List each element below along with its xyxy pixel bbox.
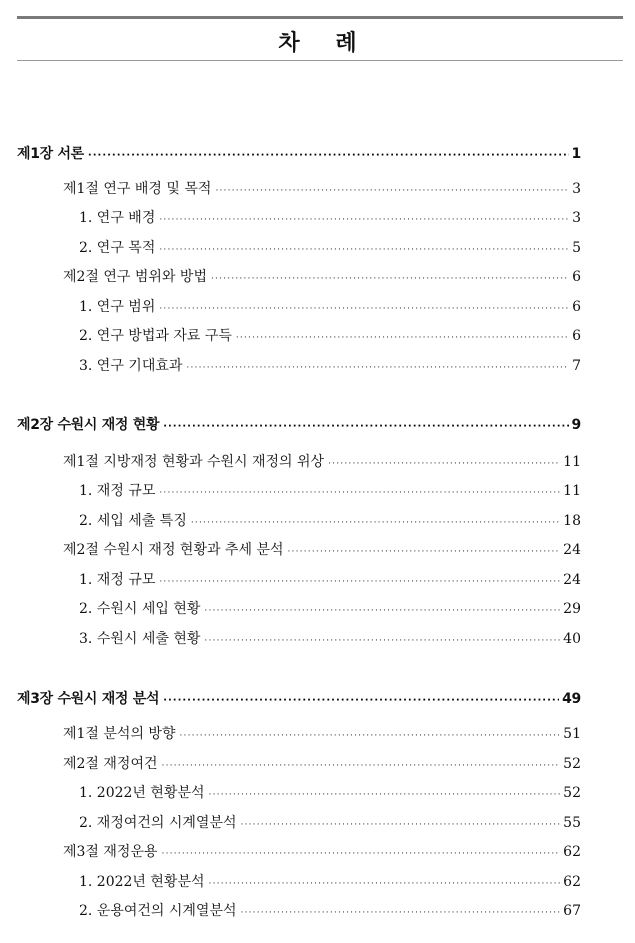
- dot-leader: [191, 518, 560, 528]
- dot-leader: [215, 186, 569, 196]
- toc-label: 3. 연구 기대효과: [79, 358, 183, 374]
- toc-subsection[interactable]: [79, 598, 581, 618]
- toc-label: 1. 연구 범위: [79, 299, 156, 315]
- dot-leader: [159, 488, 560, 498]
- toc-subsection[interactable]: [79, 900, 581, 920]
- dot-leader: [241, 820, 561, 830]
- toc-label: 2. 연구 목적: [79, 240, 156, 256]
- toc-label: 제1절 지방재정 현황과 수원시 재정의 위상: [63, 454, 325, 470]
- dot-leader: [159, 304, 569, 314]
- dot-leader: [204, 636, 560, 646]
- toc-subsection[interactable]: [79, 296, 581, 316]
- toc-page-number: 62: [563, 844, 581, 860]
- toc-label: 2. 운용여건의 시계열분석: [79, 903, 237, 919]
- toc-page-number: 18: [563, 513, 581, 529]
- title-rule: [17, 60, 623, 61]
- toc-section[interactable]: [63, 841, 581, 861]
- dot-leader: [162, 849, 561, 859]
- toc-page-number: 52: [563, 756, 581, 772]
- toc-label: 1. 연구 배경: [79, 210, 156, 226]
- toc-page-number: 62: [563, 874, 581, 890]
- toc-chapter-2[interactable]: [17, 414, 581, 434]
- dot-leader: [179, 731, 560, 741]
- toc-subsection[interactable]: [79, 871, 581, 891]
- dot-leader: [163, 695, 559, 706]
- toc-page-number: 11: [563, 483, 581, 499]
- toc-page-number: 51: [563, 726, 581, 742]
- toc-page-number: 5: [572, 240, 581, 256]
- toc-page-number: 24: [563, 542, 581, 558]
- toc-page-number: 6: [572, 328, 581, 344]
- toc-page-number: 40: [563, 631, 581, 647]
- dot-leader: [241, 908, 561, 918]
- toc-subsection[interactable]: [79, 480, 581, 500]
- toc-subsection[interactable]: [79, 355, 581, 375]
- page-title: 차 례: [278, 31, 371, 56]
- toc-label: 2. 재정여건의 시계열분석: [79, 815, 237, 831]
- toc-page-number: 52: [563, 785, 581, 801]
- toc-subsection[interactable]: [79, 628, 581, 648]
- toc-label: 1. 재정 규모: [79, 572, 156, 588]
- toc-subsection[interactable]: [79, 237, 581, 257]
- toc-label: 1. 2022년 현황분석: [79, 785, 205, 801]
- toc-page-number: 3: [572, 181, 581, 197]
- toc-section[interactable]: [63, 266, 581, 286]
- toc-page-number: 7: [572, 358, 581, 374]
- dot-leader: [159, 577, 560, 587]
- toc-label: 제2장 수원시 재정 현황: [17, 417, 160, 433]
- toc-subsection[interactable]: [79, 812, 581, 832]
- dot-leader: [88, 150, 569, 161]
- dot-leader: [159, 245, 569, 255]
- toc-subsection[interactable]: [79, 207, 581, 227]
- dot-leader: [204, 606, 560, 616]
- top-rule: [17, 16, 623, 19]
- toc-page-number: 6: [572, 269, 581, 285]
- toc-section[interactable]: [63, 178, 581, 198]
- dot-leader: [209, 790, 561, 800]
- toc-subsection[interactable]: [79, 569, 581, 589]
- toc-label: 제3장 수원시 재정 분석: [17, 691, 160, 707]
- dot-leader: [211, 274, 569, 284]
- toc-section[interactable]: [63, 539, 581, 559]
- toc-section[interactable]: [63, 723, 581, 743]
- toc-label: 제1장 서론: [17, 146, 84, 162]
- toc-page-number: 67: [563, 903, 581, 919]
- toc-page-number: 49: [562, 691, 581, 707]
- dot-leader: [159, 215, 569, 225]
- toc-label: 제2절 연구 범위와 방법: [63, 269, 207, 285]
- toc-subsection[interactable]: [79, 510, 581, 530]
- toc-label: 제2절 재정여건: [63, 756, 158, 772]
- dot-leader: [288, 547, 561, 557]
- toc-label: 2. 세입 세출 특징: [79, 513, 187, 529]
- toc-chapter-3[interactable]: [17, 688, 581, 708]
- dot-leader: [328, 459, 560, 469]
- toc-chapter-1[interactable]: [17, 143, 581, 163]
- toc-page-number: 24: [563, 572, 581, 588]
- dot-leader: [209, 879, 561, 889]
- toc-section[interactable]: [63, 753, 581, 773]
- toc-page-number: 3: [572, 210, 581, 226]
- toc-label: 제1절 연구 배경 및 목적: [63, 181, 212, 197]
- toc-label: 제1절 분석의 방향: [63, 726, 176, 742]
- dot-leader: [236, 333, 569, 343]
- toc-page-number: 11: [563, 454, 581, 470]
- toc-subsection[interactable]: [79, 782, 581, 802]
- toc-page-number: 55: [563, 815, 581, 831]
- toc-label: 2. 수원시 세입 현황: [79, 601, 201, 617]
- dot-leader: [186, 363, 569, 373]
- toc-label: 3. 수원시 세출 현황: [79, 631, 201, 647]
- toc-section[interactable]: [63, 451, 581, 471]
- toc-page-number: 29: [563, 601, 581, 617]
- dot-leader: [162, 761, 561, 771]
- toc-label: 제2절 수원시 재정 현황과 추세 분석: [63, 542, 284, 558]
- toc-page-number: 9: [571, 417, 581, 433]
- toc-page-number: 1: [571, 146, 581, 162]
- dot-leader: [163, 421, 568, 432]
- toc-subsection[interactable]: [79, 325, 581, 345]
- toc-label: 1. 재정 규모: [79, 483, 156, 499]
- toc-label: 1. 2022년 현황분석: [79, 874, 205, 890]
- toc-label: 제3절 재정운용: [63, 844, 158, 860]
- toc-page-number: 6: [572, 299, 581, 315]
- toc-label: 2. 연구 방법과 자료 구득: [79, 328, 232, 344]
